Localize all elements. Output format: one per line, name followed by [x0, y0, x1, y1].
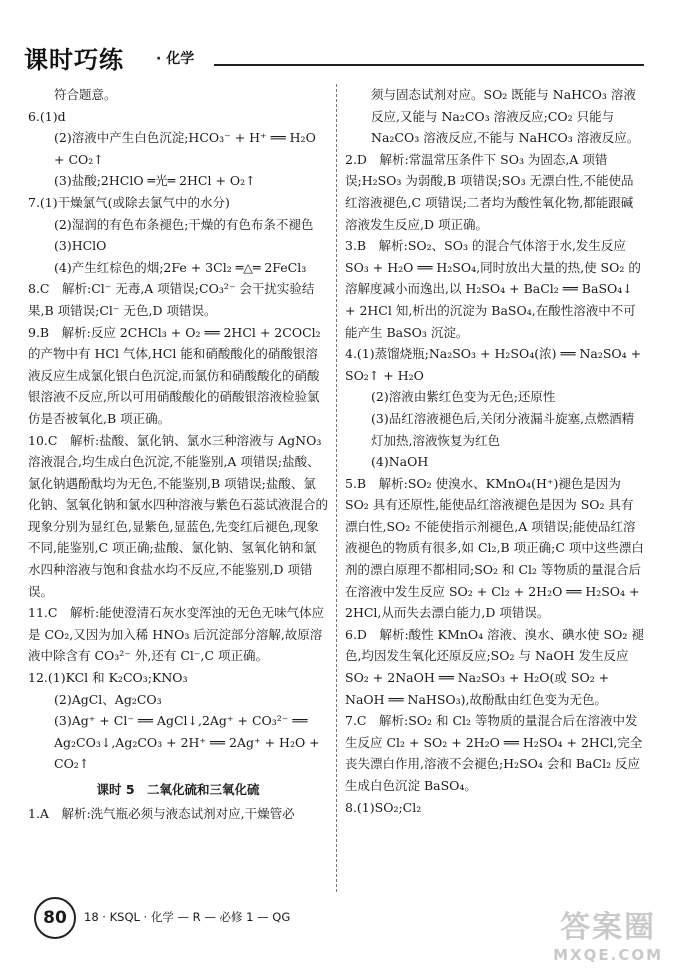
answer-2: 2.D 解析:常温常压条件下 SO₃ 为固态,A 项错误;H₂SO₃ 为弱酸,B 项错误;SO₃ 无漂白性,不能使品红溶液褪色,C 项错误;二者均为酸性氧化物,都能跟碱溶液发生反应,D 项正确。 — [345, 151, 634, 232]
answer-4-2: (2)溶液由紫红色变为无色;还原性 — [371, 389, 556, 405]
section-title: 课时 5 二氧化硫和三氧化硫 — [96, 782, 260, 797]
answer-12-2: (2)AgCl、Ag₂CO₃ — [54, 691, 162, 707]
answer-1-cont: 须与固态试剂对应。SO₂ 既能与 NaHCO₃ 溶液反应,又能与 Na₂CO₃ 溶液反应;CO₂ 只能与 Na₂CO₃ 溶液反应,不能与 NaHCO₃ 溶液反应。 — [371, 87, 640, 146]
left-column — [28, 84, 328, 824]
answer-4: 4.(1)蒸馏烧瓶;Na₂SO₃ + H₂SO₄(浓) ══ Na₂SO₄ + SO₂↑ + H₂O — [345, 346, 642, 383]
answer-12-3: (3)Ag⁺ + Cl⁻ ══ AgCl↓,2Ag⁺ + CO₃²⁻ ══ Ag₂CO₃↓,Ag₂CO₃ + 2H⁺ ══ 2Ag⁺ + H₂O + CO₂↑ — [54, 713, 320, 772]
answer-7-2: (2)湿润的有色布条褪色;干燥的有色布条不褪色 — [54, 216, 314, 232]
text-line: 符合题意。 — [54, 87, 117, 102]
answer-7: 7.C 解析:SO₂ 和 Cl₂ 等物质的量混合后在溶液中发生反应 Cl₂ + SO₂ + 2H₂O ══ H₂SO₄ + 2HCl,完全丧失漂白作用,溶液不会褪色;H₂SO₄ 会和 BaCl₂ 反应生成白色沉淀 BaSO₄。 — [345, 713, 643, 793]
watermark-logo — [553, 902, 663, 964]
answer-7-3: (3)HClO — [54, 238, 107, 254]
right-column — [345, 84, 645, 818]
answer-5: 5.B 解析:SO₂ 使溴水、KMnO₄(H⁺)褪色是因为 SO₂ 具有还原性,能使品红溶液褪色是因为 SO₂ 具有漂白性,SO₂ 不能使指示剂褪色,A 项错误;能使品红溶液褪色的物质有很多,如 Cl₂,B 项正确;C 项中这些漂白剂的漂白原理不都相同;SO₂ 和 Cl₂ 等物质的量混合后在溶液中发生反应 SO₂ + Cl₂ + 2H₂O ══ H₂SO₄ + 2HCl,从而失去漂白能力,D 项错误。 — [345, 475, 644, 621]
subject-label: · 化学 — [156, 51, 195, 67]
page-number: 80 — [34, 897, 76, 939]
header-rule — [214, 64, 644, 66]
answer-9: 9.B 解析:反应 2CHCl₃ + O₂ ══ 2HCl + 2COCl₂ 的产物中有 HCl 气体,HCl 能和硝酸酸化的硝酸银溶液反应生成氯化银白色沉淀,而氯仿和硝酸酸化的硝酸银溶液不反应,所以可用硝酸酸化的硝酸银溶液检验氯仿是否被氧化,B 项正确。 — [28, 324, 321, 426]
answer-11: 11.C 解析:能使澄清石灰水变浑浊的无色无味气体应是 CO₂,又因为加入稀 HNO₃ 后沉淀部分溶解,故原溶液中除含有 CO₃²⁻ 外,还有 Cl⁻,C 项正确。 — [28, 605, 325, 664]
answer-1: 1.A 解析:洗气瓶必须与液态试剂对应,干燥管必 — [28, 805, 295, 821]
watermark-text: 答案圈 — [560, 910, 657, 945]
answer-6: 6.(1)d — [28, 108, 66, 124]
footer-code: 18 · KSQL · 化学 — R — 必修 1 — QG — [84, 910, 291, 924]
answer-4-4: (4)NaOH — [371, 454, 429, 470]
answer-6-3: (3)盐酸;2HClO ═光═ 2HCl + O₂↑ — [54, 173, 256, 189]
answer-6: 6.D 解析:酸性 KMnO₄ 溶液、溴水、碘水使 SO₂ 褪色,均因发生氧化还原反应;SO₂ 与 NaOH 发生反应 SO₂ + 2NaOH ══ Na₂SO₃ + H₂O(或 SO₂ + NaOH ══ NaHSO₃),故酚酞由红色变为无色。 — [345, 626, 644, 707]
page-header — [24, 40, 644, 74]
answer-10: 10.C 解析:盐酸、氯化钠、氯水三种溶液与 AgNO₃ 溶液混合,均生成白色沉淀,不能鉴别,A 项错误;盐酸、氯化钠遇酚酞均为无色,不能鉴别,B 项错误;盐酸、氯化钠、氢氧化钠和氯水四种溶液与紫色石蕊试液混合的现象分别为显红色,显紫色,显蓝色,先变红后褪色,现象不同,能鉴别,C 项正确;盐酸、氯化钠、氢氧化钠和氯水四种溶液与饱和食盐水均不反应,不能鉴别,D 项错误。 — [28, 432, 329, 599]
answer-4-3: (3)品红溶液褪色后,关闭分液漏斗旋塞,点燃酒精灯加热,溶液恢复为红色 — [371, 410, 635, 448]
answer-7-4: (4)产生红棕色的烟;2Fe + 3Cl₂ ═△═ 2FeCl₃ — [54, 259, 307, 275]
answer-3: 3.B 解析:SO₂、SO₃ 的混合气体溶于水,发生反应 SO₃ + H₂O ══ H₂SO₄,同时放出大量的热,使 SO₂ 的溶解度减小而逸出,以 H₂SO₄ + BaCl₂ ══ BaSO₄↓ + 2HCl 知,析出的沉淀为 BaSO₄,在酸性溶液中不可能产生 BaSO₃ 沉淀。 — [345, 238, 641, 340]
brand-title: 课时巧练 — [24, 46, 124, 74]
answer-8: 8.(1)SO₂;Cl₂ — [345, 799, 422, 815]
column-divider — [336, 84, 337, 892]
answer-6-2: (2)溶液中产生白色沉淀;HCO₃⁻ + H⁺ ══ H₂O + CO₂↑ — [54, 130, 316, 167]
answer-7: 7.(1)干燥氯气(或除去氯气中的水分) — [28, 194, 230, 210]
watermark-url: MXQE.COM — [553, 946, 663, 964]
answer-12: 12.(1)KCl 和 K₂CO₃;KNO₃ — [28, 670, 188, 686]
answer-8: 8.C 解析:Cl⁻ 无毒,A 项错误;CO₃²⁻ 会干扰实验结果,B 项错误;Cl⁻ 无色,D 项错误。 — [28, 281, 315, 318]
